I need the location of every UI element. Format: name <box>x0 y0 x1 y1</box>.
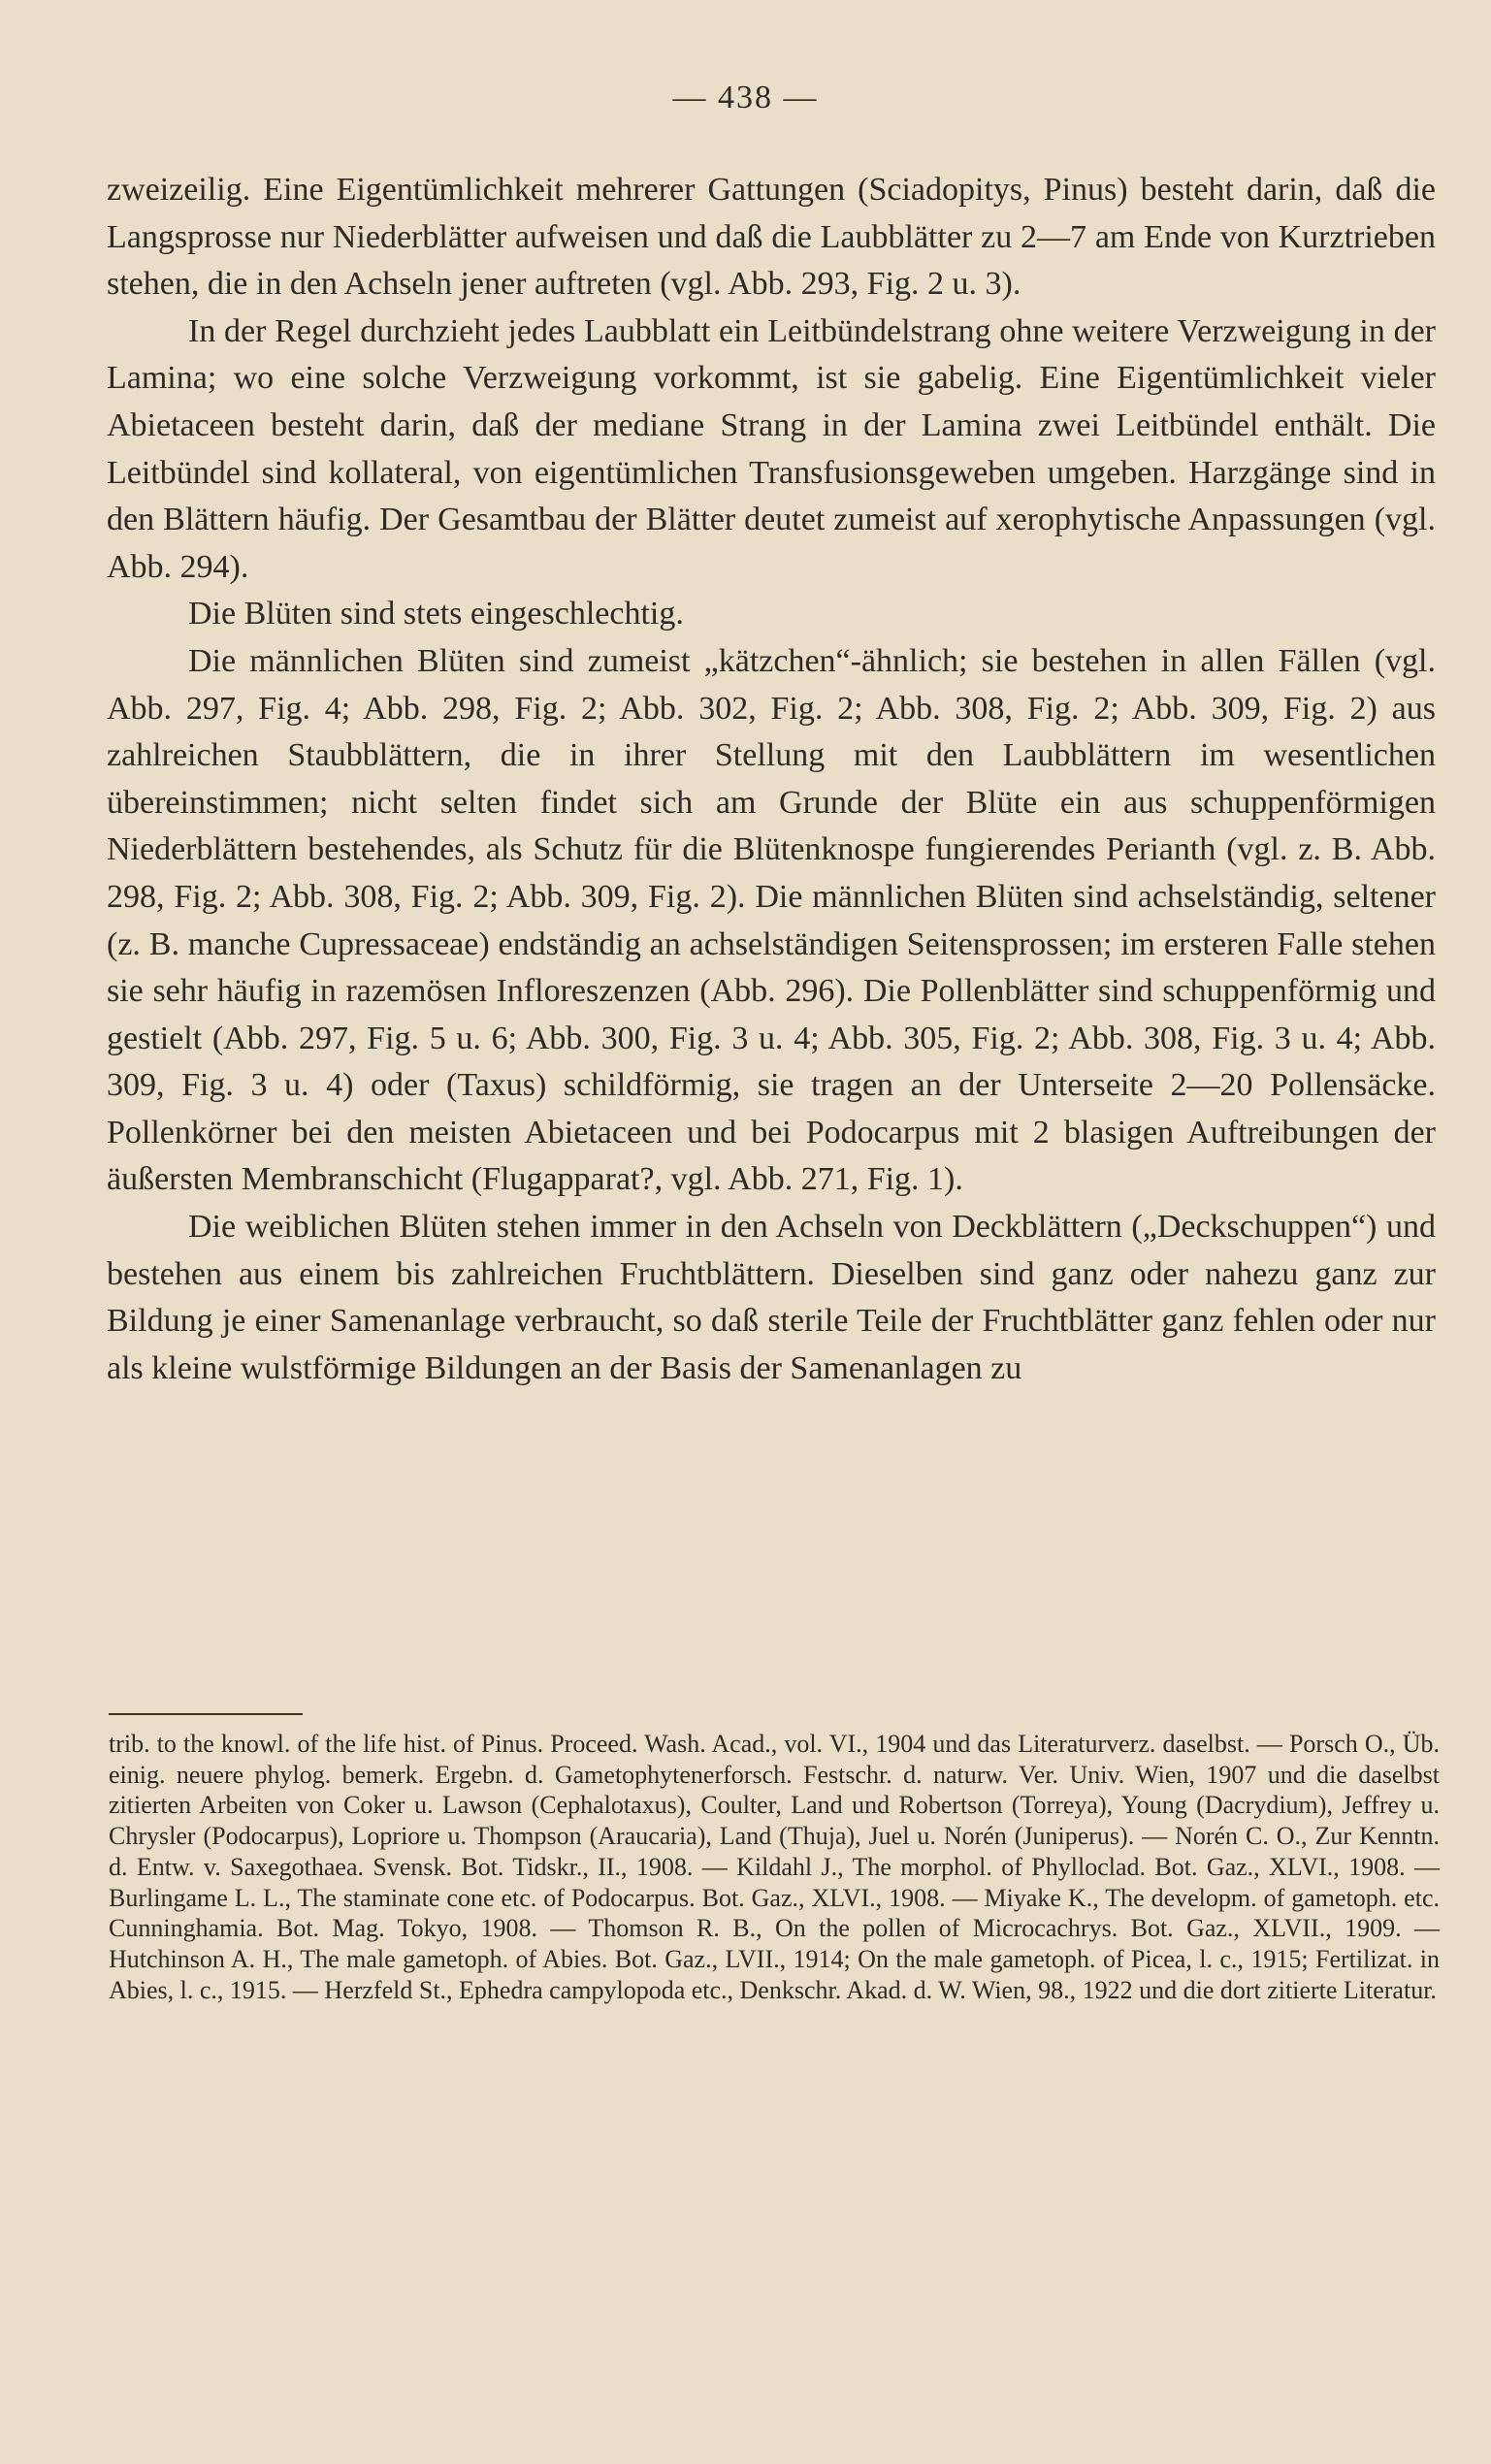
paragraph-2: In der Regel durchzieht jedes Laubblatt ein Leitbündelstrang ohne weitere Verzweigung in der Lamina; wo eine solche Verzweigung vorkommt, ist sie gabelig. Eine Eigentümlichkeit vieler Abietaceen besteht darin, daß der mediane Strang in der Lamina zwei Leitbündel enthält. Die Leitbündel sind kollateral, von eigentümlichen Transfusionsgeweben umgeben. Harzgänge sind in den Blättern häufig. Der Gesamtbau der Blätter deutet zumeist auf xerophytische Anpassungen (vgl. Abb. 294). <box>107 312 1436 585</box>
footnotes <box>109 1729 1440 2005</box>
footnote-text: trib. to the knowl. of the life hist. of Pinus. Proceed. Wash. Acad., vol. VI., 1904 und das Literaturverz. daselbst. — Porsch O., Üb. einig. neuere phylog. bemerk. Ergebn. d. Gametophytenerforsch. Festschr. d. naturw. Ver. Univ. Wien, 1907 und die daselbst zitierten Arbeiten von Coker u. Lawson (Cephalotaxus), Coulter, Land und Robertson (Torreya), Young (Dacrydium), Jeffrey u. Chrysler (Podocarpus), Lopriore u. Thompson (Araucaria), Land (Thuja), Juel u. Norén (Juniperus). — Norén C. O., Zur Kenntn. d. Entw. v. Saxegothaea. Svensk. Bot. Tidskr., II., 1908. — Kildahl J., The morphol. of Phylloclad. Bot. Gaz., XLVI., 1908. — Burlingame L. L., The staminate cone etc. of Podocarpus. Bot. Gaz., XLVI., 1908. — Miyake K., The developm. of gametoph. etc. Cunninghamia. Bot. Mag. Tokyo, 1908. — Thomson R. B., On the pollen of Microcachrys. Bot. Gaz., XLVII., 1909. — Hutchinson A. H., The male gametoph. of Abies. Bot. Gaz., LVII., 1914; On the male gametoph. of Picea, l. c., 1915; Fertilizat. in Abies, l. c., 1915. — Herzfeld St., Ephedra campylopoda etc., Denkschr. Akad. d. W. Wien, 98., 1922 und die dort zitierte Literatur. <box>109 1730 1440 2004</box>
footnote-divider <box>109 1713 303 1715</box>
paragraph-4: Die männlichen Blüten sind zumeist „kätzchen“-ähnlich; sie bestehen in allen Fällen (vgl. Abb. 297, Fig. 4; Abb. 298, Fig. 2; Abb. 302, Fig. 2; Abb. 308, Fig. 2; Abb. 309, Fig. 2) aus zahlreichen Staubblättern, die in ihrer Stellung mit den Laubblättern im wesentlichen übereinstimmen; nicht selten findet sich am Grunde der Blüte ein aus schuppenförmigen Niederblättern bestehendes, als Schutz für die Blütenknospe fungierendes Perianth (vgl. z. B. Abb. 298, Fig. 2; Abb. 308, Fig. 2; Abb. 309, Fig. 2). Die männlichen Blüten sind achselständig, seltener (z. B. manche Cupressaceae) endständig an achselständigen Seitensprossen; im ersteren Falle stehen sie sehr häufig in razemösen Infloreszenzen (Abb. 296). Die Pollenblätter sind schuppenförmig und gestielt (Abb. 297, Fig. 5 u. 6; Abb. 300, Fig. 3 u. 4; Abb. 305, Fig. 2; Abb. 308, Fig. 3 u. 4; Abb. 309, Fig. 3 u. 4) oder (Taxus) schildförmig, sie tragen an der Unterseite 2—20 Pollensäcke. Pollenkörner bei den meisten Abietaceen und bei Podocarpus mit 2 blasigen Auftreibungen der äußersten Membranschicht (Flugapparat?, vgl. Abb. 271, Fig. 1). <box>107 642 1436 1198</box>
paragraph-3: Die Blüten sind stets eingeschlechtig. <box>188 596 684 632</box>
page-number: — 438 — <box>672 80 819 115</box>
main-text <box>107 167 1436 1392</box>
paragraph-5: Die weiblichen Blüten stehen immer in den Achseln von Deckblättern („Deckschuppen“) und bestehen aus einem bis zahlreichen Fruchtblättern. Dieselben sind ganz oder nahezu ganz zur Bildung je einer Samenanlage verbraucht, so daß sterile Teile der Fruchtblätter ganz fehlen oder nur als kleine wulstförmige Bildungen an der Basis der Samenanlagen zu <box>107 1209 1436 1386</box>
paragraph-1: zweizeilig. Eine Eigentümlichkeit mehrerer Gattungen (Sciadopitys, Pinus) besteht darin, daß die Langsprosse nur Niederblätter aufweisen und daß die Laubblätter zu 2—7 am Ende von Kurztrieben stehen, die in den Achseln jener auftreten (vgl. Abb. 293, Fig. 2 u. 3). <box>107 172 1436 303</box>
